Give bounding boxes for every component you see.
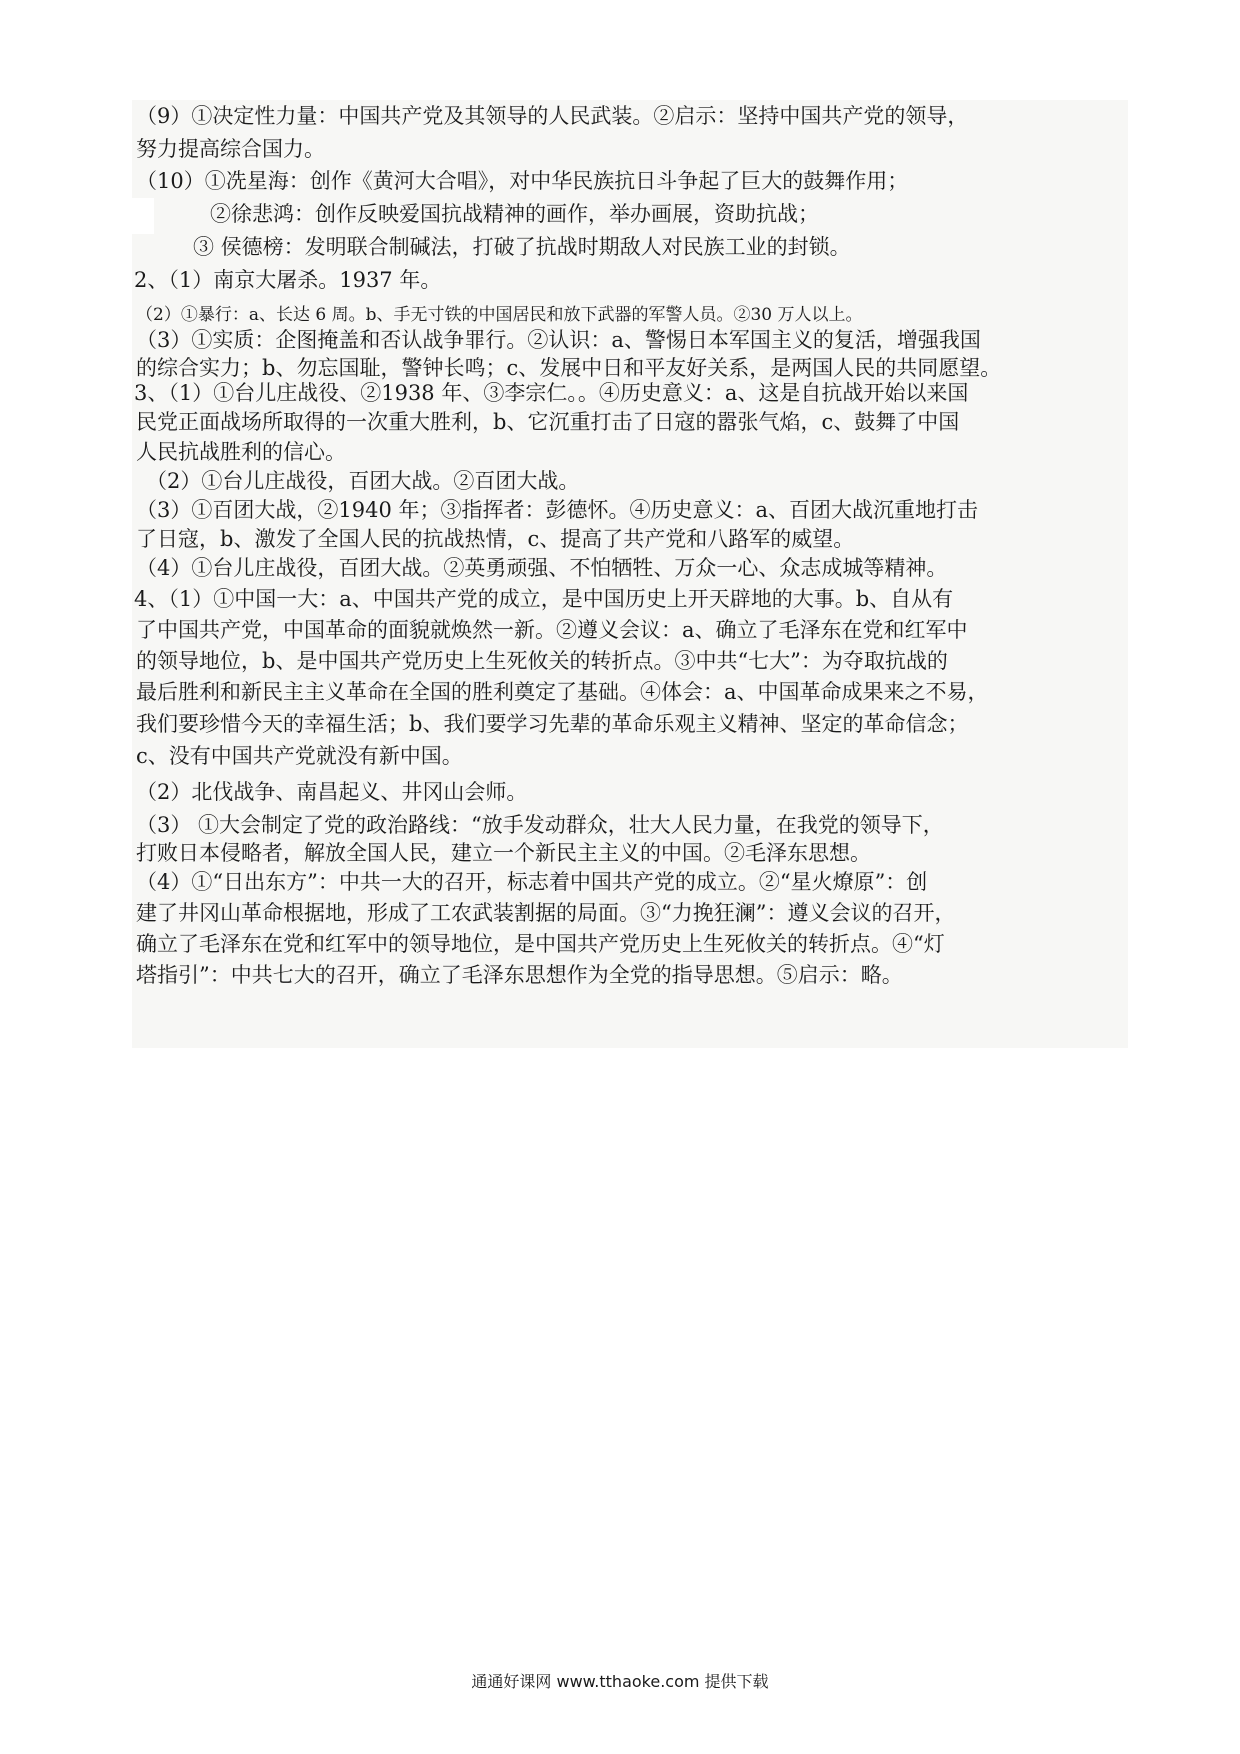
text-line: 人民抗战胜利的信心。 — [136, 440, 346, 464]
text-line: （10）①冼星海：创作《黄河大合唱》，对中华民族抗日斗争起了巨大的鼓舞作用； — [136, 169, 909, 193]
blank-area — [132, 198, 154, 234]
text-line: 2、（1）南京大屠杀。1937 年。 — [134, 268, 442, 292]
text-line: 3、（1）①台儿庄战役、②1938 年、③李宗仁。。④历史意义：a、这是自抗战开始以来国 — [134, 381, 969, 405]
text-line: 建了井冈山革命根据地，形成了工农武装割据的局面。③“力挽狂澜”：遵义会议的召开， — [136, 901, 956, 925]
text-line: （9）①决定性力量：中国共产党及其领导的人民武装。②启示：坚持中国共产党的领导， — [136, 104, 969, 128]
page-footer: 通通好课网 www.tthaoke.com 提供下载 — [471, 1672, 769, 1691]
text-line: （3）①实质：企图掩盖和否认战争罪行。②认识：a、警惕日本军国主义的复活，增强我国 — [136, 328, 981, 352]
text-line: 了日寇，b、激发了全国人民的抗战热情，c、提高了共产党和八路军的威望。 — [136, 527, 855, 551]
text-line: （3） ①大会制定了党的政治路线：“放手发动群众，壮大人民力量，在我党的领导下， — [136, 813, 944, 837]
text-line: 了中国共产党，中国革命的面貌就焕然一新。②遵义会议：a、确立了毛泽东在党和红军中 — [136, 618, 968, 642]
text-line: 最后胜利和新民主主义革命在全国的胜利奠定了基础。④体会：a、中国革命成果来之不易， — [136, 680, 989, 704]
text-line: （4）①台儿庄战役，百团大战。②英勇顽强、不怕牺牲、万众一心、众志成城等精神。 — [136, 556, 948, 580]
text-line: （4）①“日出东方”：中共一大的召开，标志着中国共产党的成立。②“星火燎原”：创 — [136, 870, 928, 894]
text-line: c、没有中国共产党就没有新中国。 — [136, 744, 463, 768]
text-line: 的领导地位，b、是中国共产党历史上生死攸关的转折点。③中共“七大”：为夺取抗战的 — [136, 649, 948, 673]
text-line: 打败日本侵略者，解放全国人民，建立一个新民主主义的中国。②毛泽东思想。 — [136, 841, 871, 865]
text-line: 我们要珍惜今天的幸福生活；b、我们要学习先辈的革命乐观主义精神、坚定的革命信念； — [136, 712, 969, 736]
text-line: 的综合实力；b、勿忘国耻，警钟长鸣；c、发展中日和平友好关系，是两国人民的共同愿望。 — [136, 356, 1002, 380]
text-line: （3）①百团大战，②1940 年；③指挥者：彭德怀。④历史意义：a、百团大战沉重地打击 — [136, 498, 978, 522]
text-line: 4、（1）①中国一大：a、中国共产党的成立，是中国历史上开天辟地的大事。b、自从有 — [134, 587, 954, 611]
text-line: ②徐悲鸿：创作反映爱国抗战精神的画作，举办画展，资助抗战； — [210, 202, 819, 226]
text-line: 努力提高综合国力。 — [136, 137, 325, 161]
text-line: （2）①台儿庄战役，百团大战。②百团大战。 — [146, 469, 580, 493]
text-line: 塔指引”：中共七大的召开，确立了毛泽东思想作为全党的指导思想。⑤启示：略。 — [136, 963, 903, 987]
text-line: （2）北伐战争、南昌起义、井冈山会师。 — [136, 780, 528, 804]
text-line: （2）①暴行：a、长达 6 周。b、手无寸铁的中国居民和放下武器的军警人员。②30 万人以上。 — [136, 305, 863, 325]
text-line: 民党正面战场所取得的一次重大胜利，b、它沉重打击了日寇的嚣张气焰，c、鼓舞了中国 — [136, 410, 960, 434]
text-line: 确立了毛泽东在党和红军中的领导地位，是中国共产党历史上生死攸关的转折点。④“灯 — [136, 932, 945, 956]
text-line: ③ 侯德榜：发明联合制碱法，打破了抗战时期敌人对民族工业的封锁。 — [193, 235, 851, 259]
